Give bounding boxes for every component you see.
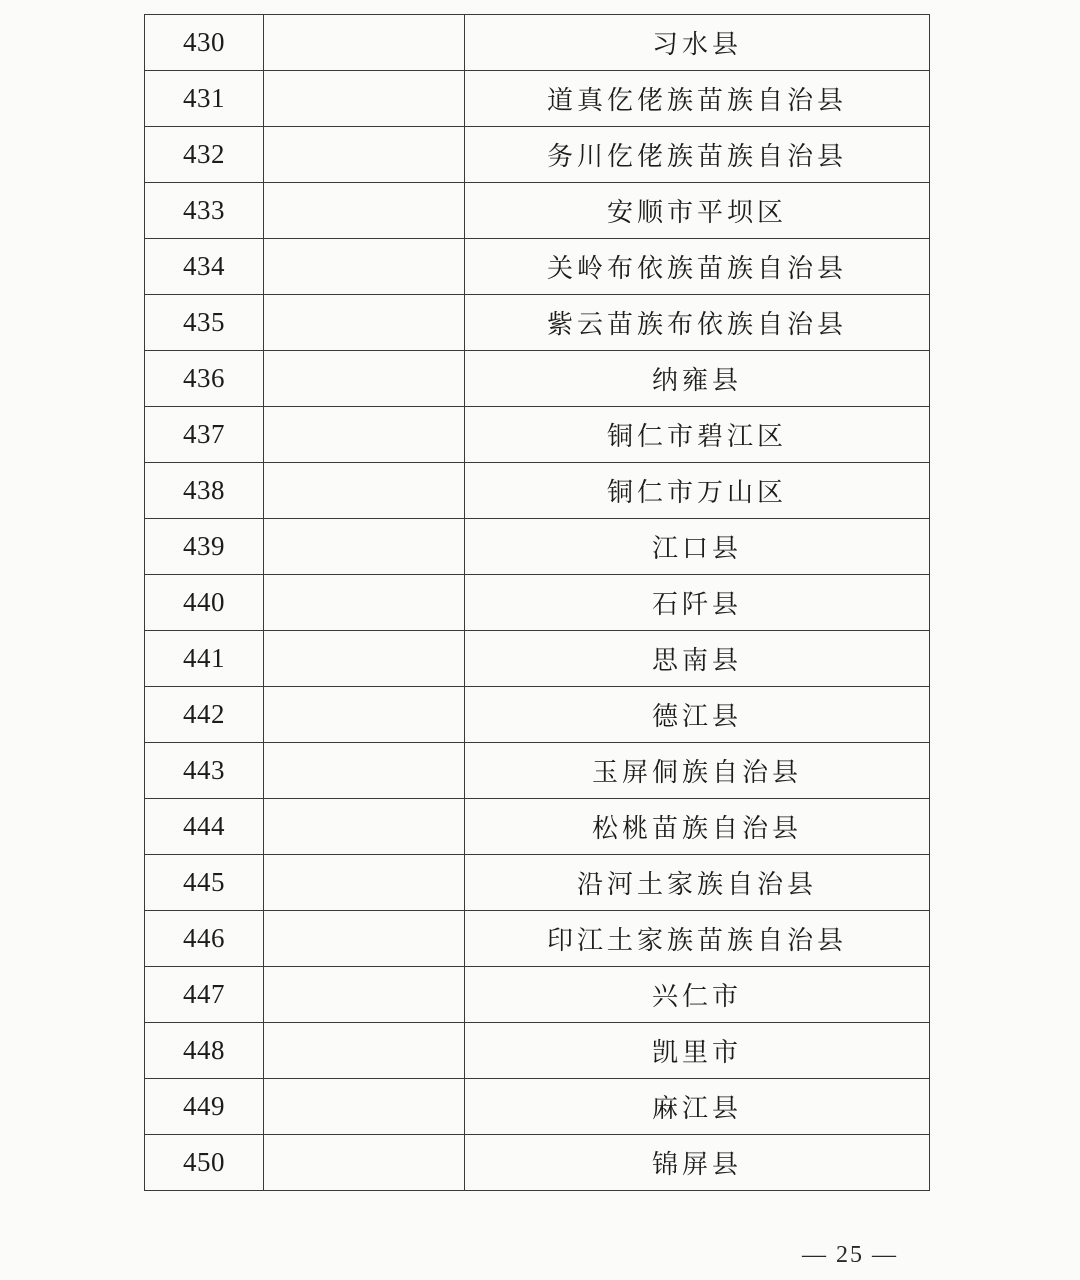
table-row xyxy=(145,295,930,351)
county-name-cell: 铜仁市碧江区 xyxy=(465,407,930,463)
row-number-cell: 435 xyxy=(145,295,264,351)
row-number-cell: 446 xyxy=(145,911,264,967)
row-number-cell: 438 xyxy=(145,463,264,519)
table-row xyxy=(145,687,930,743)
empty-cell xyxy=(264,183,465,239)
county-name-cell: 道真仡佬族苗族自治县 xyxy=(465,71,930,127)
table-row xyxy=(145,743,930,799)
county-name-cell: 石阡县 xyxy=(465,575,930,631)
empty-cell xyxy=(264,911,465,967)
table-row xyxy=(145,351,930,407)
empty-cell xyxy=(264,575,465,631)
row-number-cell: 441 xyxy=(145,631,264,687)
county-name-cell: 麻江县 xyxy=(465,1079,930,1135)
table-row xyxy=(145,855,930,911)
row-number-cell: 436 xyxy=(145,351,264,407)
row-number-cell: 431 xyxy=(145,71,264,127)
county-name-cell: 凯里市 xyxy=(465,1023,930,1079)
table-body xyxy=(145,15,930,1191)
county-name-cell: 务川仡佬族苗族自治县 xyxy=(465,127,930,183)
row-number-cell: 444 xyxy=(145,799,264,855)
row-number-cell: 450 xyxy=(145,1135,264,1191)
county-name-cell: 锦屏县 xyxy=(465,1135,930,1191)
row-number-cell: 442 xyxy=(145,687,264,743)
row-number-cell: 439 xyxy=(145,519,264,575)
row-number-cell: 447 xyxy=(145,967,264,1023)
table-row xyxy=(145,71,930,127)
empty-cell xyxy=(264,127,465,183)
county-list-table xyxy=(144,14,930,1191)
empty-cell xyxy=(264,239,465,295)
empty-cell xyxy=(264,631,465,687)
county-name-cell: 松桃苗族自治县 xyxy=(465,799,930,855)
row-number-cell: 433 xyxy=(145,183,264,239)
county-name-cell: 印江土家族苗族自治县 xyxy=(465,911,930,967)
table-row xyxy=(145,127,930,183)
table-row xyxy=(145,1023,930,1079)
table-row xyxy=(145,463,930,519)
empty-cell xyxy=(264,463,465,519)
county-name-cell: 沿河土家族自治县 xyxy=(465,855,930,911)
table-row xyxy=(145,575,930,631)
table-row xyxy=(145,1135,930,1191)
row-number-cell: 437 xyxy=(145,407,264,463)
empty-cell xyxy=(264,351,465,407)
row-number-cell: 445 xyxy=(145,855,264,911)
table-row xyxy=(145,183,930,239)
county-name-cell: 习水县 xyxy=(465,15,930,71)
row-number-cell: 432 xyxy=(145,127,264,183)
table-row xyxy=(145,15,930,71)
table-row xyxy=(145,1079,930,1135)
county-name-cell: 纳雍县 xyxy=(465,351,930,407)
row-number-cell: 430 xyxy=(145,15,264,71)
table-row xyxy=(145,519,930,575)
empty-cell xyxy=(264,1079,465,1135)
empty-cell xyxy=(264,1135,465,1191)
row-number-cell: 440 xyxy=(145,575,264,631)
empty-cell xyxy=(264,1023,465,1079)
county-name-cell: 紫云苗族布依族自治县 xyxy=(465,295,930,351)
county-name-cell: 关岭布依族苗族自治县 xyxy=(465,239,930,295)
row-number-cell: 434 xyxy=(145,239,264,295)
table-row xyxy=(145,967,930,1023)
empty-cell xyxy=(264,519,465,575)
empty-cell xyxy=(264,743,465,799)
county-name-cell: 兴仁市 xyxy=(465,967,930,1023)
county-name-cell: 铜仁市万山区 xyxy=(465,463,930,519)
row-number-cell: 448 xyxy=(145,1023,264,1079)
empty-cell xyxy=(264,967,465,1023)
empty-cell xyxy=(264,407,465,463)
page-number: — 25 — xyxy=(802,1242,898,1268)
empty-cell xyxy=(264,71,465,127)
county-name-cell: 玉屏侗族自治县 xyxy=(465,743,930,799)
county-name-cell: 德江县 xyxy=(465,687,930,743)
empty-cell xyxy=(264,687,465,743)
table-row xyxy=(145,631,930,687)
county-name-cell: 思南县 xyxy=(465,631,930,687)
county-name-cell: 安顺市平坝区 xyxy=(465,183,930,239)
empty-cell xyxy=(264,855,465,911)
table-row xyxy=(145,799,930,855)
empty-cell xyxy=(264,295,465,351)
table-row xyxy=(145,407,930,463)
county-name-cell: 江口县 xyxy=(465,519,930,575)
row-number-cell: 443 xyxy=(145,743,264,799)
table-row xyxy=(145,911,930,967)
empty-cell xyxy=(264,15,465,71)
row-number-cell: 449 xyxy=(145,1079,264,1135)
table-row xyxy=(145,239,930,295)
empty-cell xyxy=(264,799,465,855)
